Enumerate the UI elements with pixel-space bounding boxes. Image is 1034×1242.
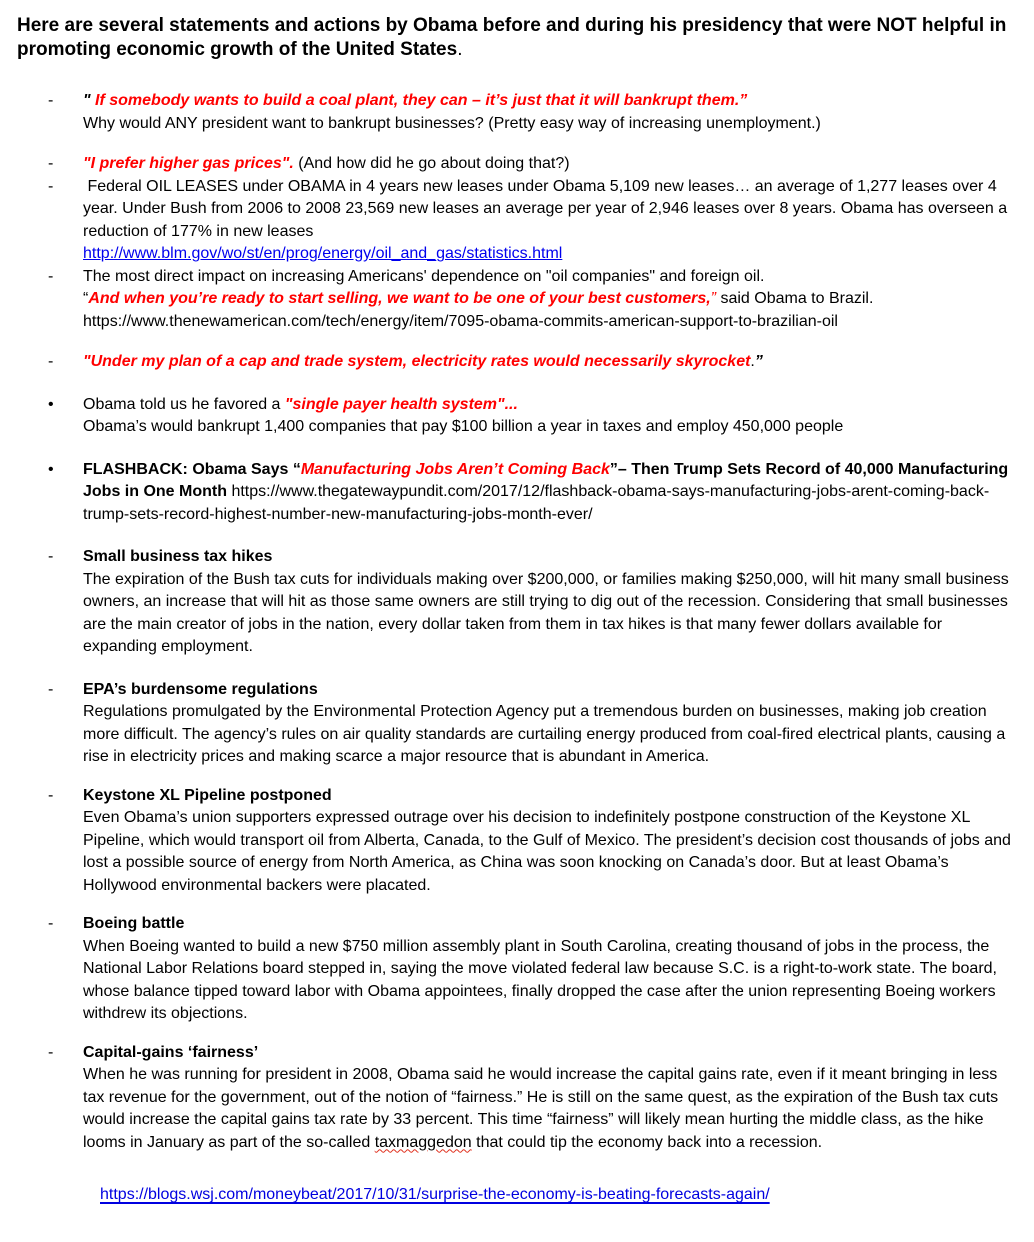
section-body: When Boeing wanted to build a new $750 million assembly plant in South Carolina, creating thousand of jobs in the process, the National Labor Relations board stepped in, saying the move violated federal law because S.C. is a right-to-work state. The board, whose balance tipped toward labor with Obama appointees, finally dropped the case after the union representing Boeing workers withdrew its objections. (83, 937, 997, 1022)
page-title (17, 14, 1019, 62)
open-quote: " (83, 92, 96, 109)
open-quote: “ (83, 290, 89, 307)
section-epa-regulations (17, 679, 1022, 769)
section-heading: Boeing battle (83, 915, 185, 932)
oil-leases-link-line (83, 243, 1020, 266)
section-body: The expiration of the Bush tax cuts for individuals making over $200,000, or families making $250,000, will hit many small business owners, an increase that will hit as those same owners are still trying to dig out of the recession. Considering that small businesses are the main creator of jobs in the nation, every dollar taken from them in tax hikes is that many fewer dollars available for expanding employment. (83, 570, 1009, 655)
dash-marker: - (48, 353, 54, 370)
dash-marker: - (48, 267, 54, 285)
bullet-marker: • (48, 395, 54, 413)
section-body: Regulations promulgated by the Environmental Protection Agency put a tremendous burden on businesses, making job creation more difficult. The agency’s rules on air quality standards are curtailing energy produced from coal-fired electrical plants, causing a rise in electricity prices and making scarce a major resource that is abundant in America. (83, 703, 1006, 765)
cap-trade-line (83, 351, 1020, 374)
wsj-moneybeat-link[interactable]: https://blogs.wsj.com/moneybeat/2017/10/31/surprise-the-economy-is-beating-forecasts-again/ (100, 1186, 770, 1203)
cap-trade-period: . (750, 353, 755, 370)
single-payer-comment: Obama’s would bankrupt 1,400 companies that pay $100 billion a year in taxes and employ 450,000 people (83, 418, 844, 435)
page-title-bold: Here are several statements and actions by Obama before and during his presidency that were NOT helpful in promoting economic growth of the United States (17, 15, 1007, 60)
brazil-quote: And when you’re ready to start selling, we want to be one of your best customers, (88, 290, 711, 307)
dash-marker: - (48, 915, 54, 932)
dash-marker: - (48, 786, 54, 804)
section-heading: Keystone XL Pipeline postponed (83, 786, 332, 804)
page-title-period: . (457, 39, 463, 60)
brazil-quote-line (83, 288, 1020, 311)
close-quote: ” (754, 353, 763, 370)
list-item-single-payer (17, 394, 1022, 439)
list-item-flashback (17, 459, 1022, 527)
oil-leases-text: Federal OIL LEASES under OBAMA in 4 years new leases under Obama 5,109 new leases… an average of 1,277 leases over 4 year. Under Bush from 2006 to 2008 23,569 new leases an average per year of 2,946 leases over 8 years. Obama has overseen a reduction of 177% in new leases (83, 177, 1008, 240)
list-item-gas-prices (17, 153, 1022, 176)
footer-link-line (100, 1184, 1022, 1207)
blm-statistics-link[interactable]: http://www.blm.gov/wo/st/en/prog/energy/oil_and_gas/statistics.html (83, 245, 563, 262)
flashback-bold-before: FLASHBACK: Obama Says “ (83, 460, 301, 478)
cap-trade-quote: "Under my plan of a cap and trade system, electricity rates would necessarily skyrocket (83, 353, 751, 370)
list-item-oil-leases (17, 176, 1022, 266)
brazil-quote-attribution: said Obama to Brazil. (716, 290, 874, 307)
single-payer-line (83, 394, 1020, 417)
capital-gains-body-after: that could tip the economy back into a recession. (471, 1133, 823, 1151)
section-capital-gains-fairness (17, 1042, 1022, 1155)
gas-prices-quote: "I prefer higher gas prices". (83, 155, 294, 172)
dash-marker: - (48, 92, 54, 109)
coal-plant-comment: Why would ANY president want to bankrupt businesses? (Pretty easy way of increasing unemployment.) (83, 114, 821, 132)
dash-marker: - (48, 177, 54, 195)
dash-marker: - (48, 680, 54, 698)
coal-plant-quote-line (83, 90, 1020, 113)
section-heading: Capital-gains ‘fairness’ (83, 1043, 259, 1061)
bullet-marker: • (48, 460, 54, 478)
flashback-bold-after: ”– Then Trump Sets Record of 40,000 Manufacturing Jobs in One Month (83, 460, 1009, 500)
section-heading: EPA’s burdensome regulations (83, 680, 318, 698)
dash-marker: - (48, 1043, 54, 1061)
section-keystone-pipeline (17, 785, 1022, 898)
section-boeing-battle (17, 913, 1022, 1026)
single-payer-before: Obama told us he favored a (83, 395, 285, 413)
section-small-business-tax-hikes (17, 546, 1022, 659)
misspelled-word-taxmaggedon: taxmaggedon (374, 1133, 472, 1151)
gatewaypundit-url-text: https://www.thegatewaypundit.com/2017/12/flashback-obama-says-manufacturing-jobs-arent-coming-back-trump-sets-record-highest-number-new-manufacturing-jobs-month-ever/ (83, 483, 990, 523)
section-heading: Small business tax hikes (83, 548, 273, 565)
coal-plant-quote: If somebody wants to build a coal plant, they can – it’s just that it will bankrupt them.” (95, 92, 748, 109)
flashback-quote: Manufacturing Jobs Aren’t Coming Back (300, 460, 610, 478)
list-item-oil-dependence (17, 266, 1022, 334)
dash-marker: - (48, 548, 54, 565)
oil-dependence-line: The most direct impact on increasing Americans' dependence on "oil companies" and foreign oil. (83, 267, 765, 285)
list-item-cap-and-trade (17, 351, 1022, 374)
newamerican-url-text: https://www.thenewamerican.com/tech/energy/item/7095-obama-commits-american-support-to-brazilian-oil (83, 312, 838, 330)
close-quote: ” (710, 290, 716, 307)
section-body: Even Obama’s union supporters expressed outrage over his decision to indefinitely postpone construction of the Keystone XL Pipeline, which would transport oil from Alberta, Canada, to the Gulf of Mexico. The president’s decision cost thousands of jobs and lost a possible source of energy from North America, as China was soon knocking on Canada’s door. But at least Obama’s Hollywood environmental backers were placated. (83, 809, 1011, 894)
gas-prices-comment: (And how did he go about doing that?) (293, 155, 570, 172)
flashback-line (83, 459, 1020, 527)
capital-gains-body-before: When he was running for president in 2008, Obama said he would increase the capital gains rate, even if it meant bringing in less tax revenue for the government, out of the notion of “fairness.” He is still on the same quest, as the expiration of the Bush tax cuts would increase the capital gains tax rate by 33 percent. This time “fairness” will likely mean hurting the middle class, as the hike looms in January as part of the so-called (83, 1066, 999, 1151)
section-body (83, 1064, 1020, 1154)
dash-marker: - (48, 155, 54, 172)
single-payer-quote: "single payer health system"... (284, 395, 518, 413)
list-item-coal-plant-quote (17, 90, 1022, 135)
gas-prices-line (83, 153, 1020, 176)
